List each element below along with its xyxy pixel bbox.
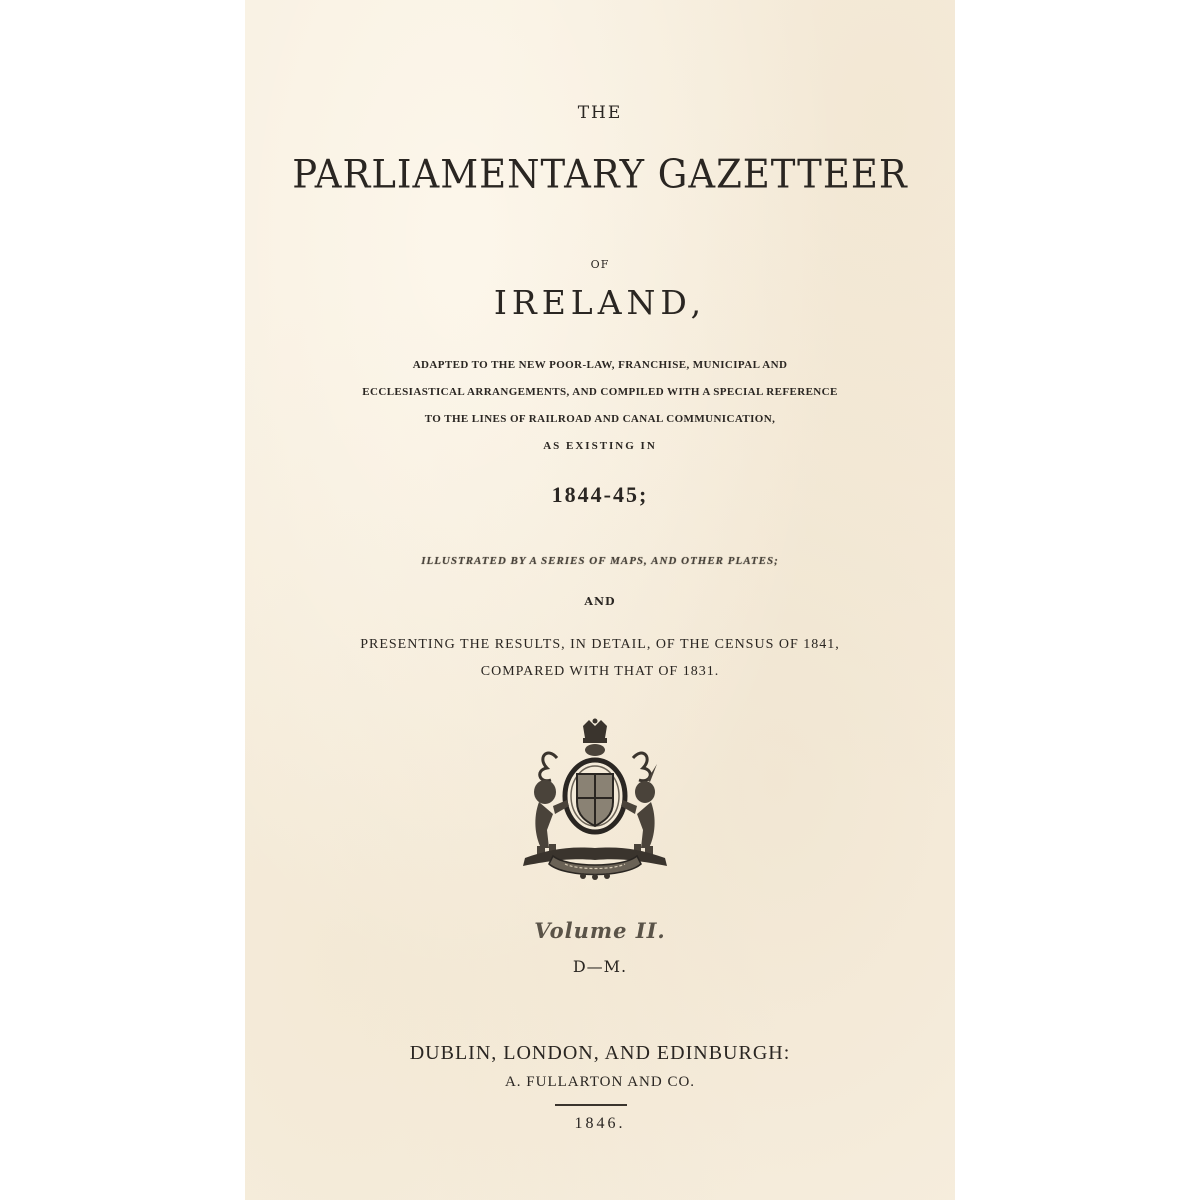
subtitle-line-3: TO THE LINES OF RAILROAD AND CANAL COMMUNICATION,	[424, 413, 776, 425]
census-line-2: COMPARED WITH THAT OF 1831.	[480, 664, 720, 679]
publisher: A. FULLARTON AND CO.	[504, 1074, 696, 1090]
subtitle-line-1: ADAPTED TO THE NEW POOR-LAW, FRANCHISE, MUNICIPAL AND	[412, 359, 788, 371]
line-the: THE	[577, 103, 623, 123]
divider-rule	[555, 1104, 627, 1106]
book-title: PARLIAMENTARY GAZETTEER	[292, 151, 908, 198]
title-page	[245, 0, 955, 1200]
line-of: OF	[590, 258, 610, 271]
volume-label: Volume II.	[534, 918, 666, 943]
volume-range: D—M.	[572, 957, 628, 976]
royal-coat-of-arms-icon	[517, 718, 673, 880]
years: 1844-45;	[551, 482, 649, 507]
subtitle-line-4: AS EXISTING IN	[543, 440, 657, 452]
illustrated-line: ILLUSTRATED BY A SERIES OF MAPS, AND OTHER PLATES;	[421, 555, 779, 567]
subtitle-line-2: ECCLESIASTICAL ARRANGEMENTS, AND COMPILED WITH A SPECIAL REFERENCE	[362, 386, 838, 398]
publication-places: DUBLIN, LONDON, AND EDINBURGH:	[409, 1042, 791, 1064]
census-line-1: PRESENTING THE RESULTS, IN DETAIL, OF THE CENSUS OF 1841,	[360, 637, 840, 652]
publication-date: 1846.	[574, 1115, 626, 1132]
conjunction-line: AND	[584, 595, 616, 608]
country-title: IRELAND,	[493, 283, 707, 322]
